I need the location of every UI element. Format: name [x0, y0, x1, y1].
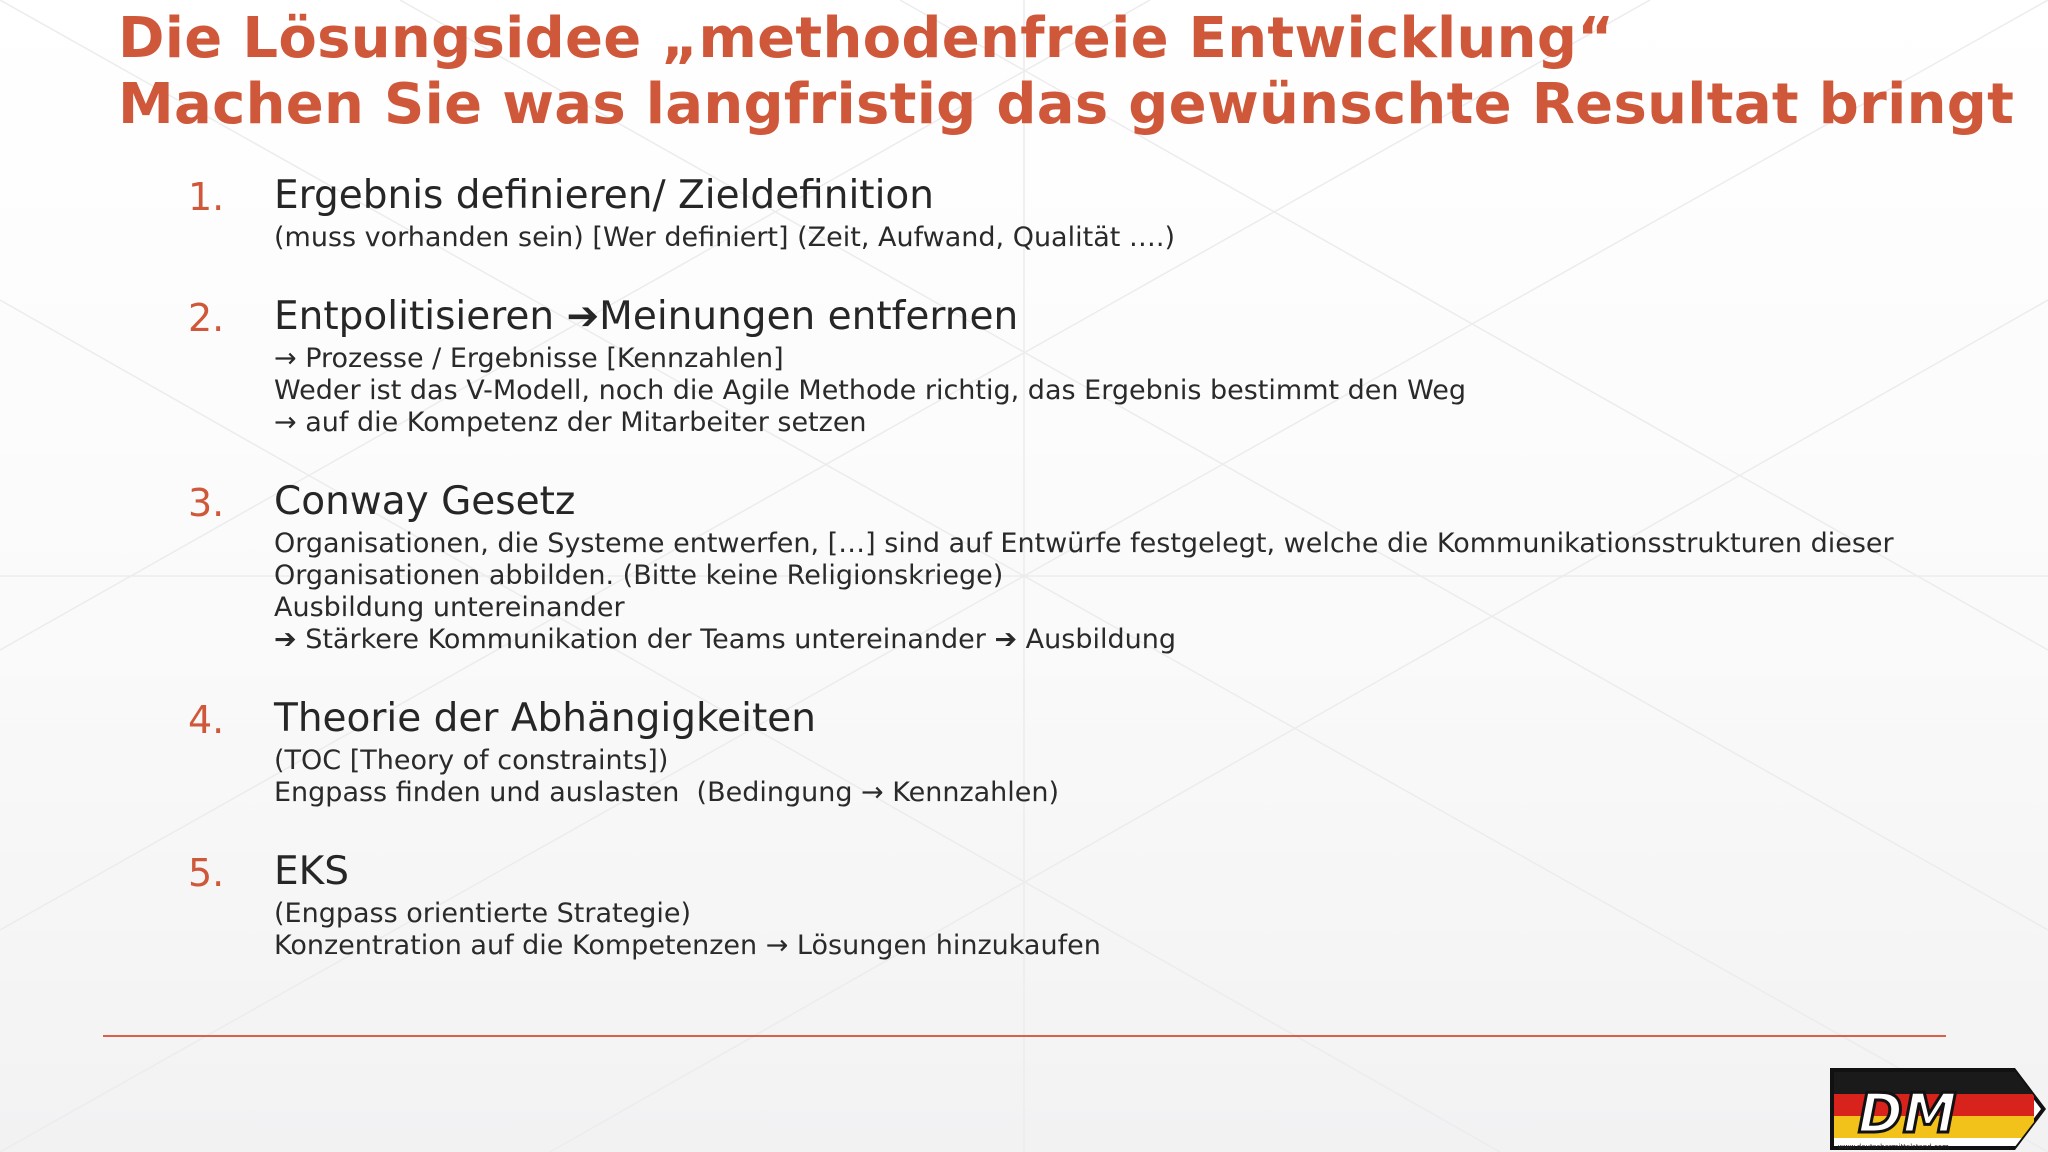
solution-list	[188, 170, 1988, 999]
dm-logo	[1828, 1066, 2048, 1152]
item-number: 2.	[188, 296, 225, 340]
list-item-1	[188, 170, 1988, 254]
item-title: EKS	[274, 849, 349, 894]
item-detail-line: Engpass finden und auslasten (Bedingung → Kennzahlen)	[274, 777, 1060, 808]
item-detail-line: Weder ist das V-Modell, noch die Agile Methode richtig, das Ergebnis bestimmt den Weg	[274, 375, 1466, 406]
slide-title	[118, 6, 2014, 138]
item-detail-line: ➔ Stärkere Kommunikation der Teams untereinander ➔ Ausbildung	[274, 624, 1176, 655]
list-item-3	[188, 476, 1988, 656]
item-detail-line: (TOC [Theory of constraints])	[274, 745, 669, 776]
item-title: Conway Gesetz	[274, 479, 576, 524]
list-item-4	[188, 693, 1988, 809]
item-detail-line: → Prozesse / Ergebnisse [Kennzahlen]	[274, 343, 784, 374]
logo-url: www.deutschermittelstand.com	[1838, 1143, 1949, 1151]
item-detail-line: Konzentration auf die Kompetenzen → Lösungen hinzukaufen	[274, 930, 1101, 961]
item-title: Ergebnis definieren/ Zieldefinition	[274, 173, 935, 218]
item-number: 4.	[188, 698, 225, 742]
footer-divider	[103, 1035, 1946, 1037]
item-number: 3.	[188, 481, 225, 525]
list-item-2	[188, 291, 1988, 439]
list-item-5	[188, 846, 1988, 962]
item-detail-line: Ausbildung untereinander	[274, 592, 625, 623]
item-detail-line: (muss vorhanden sein) [Wer definiert] (Zeit, Aufwand, Qualität ….)	[274, 222, 1176, 253]
item-detail-line: → auf die Kompetenz der Mitarbeiter setzen	[274, 407, 867, 438]
item-detail-line: (Engpass orientierte Strategie)	[274, 898, 692, 929]
item-number: 1.	[188, 175, 225, 219]
item-number: 5.	[188, 851, 225, 895]
slide-title-line-1: Die Lösungsidee „methodenfreie Entwicklung“	[118, 6, 1615, 71]
item-title: Entpolitisieren ➔Meinungen entfernen	[274, 294, 1019, 339]
item-detail-line: Organisationen, die Systeme entwerfen, […] sind auf Entwürfe festgelegt, welche die Kommunikationsstrukturen dieser	[274, 528, 1894, 559]
slide-title-line-2: Machen Sie was langfristig das gewünschte Resultat bringt	[118, 72, 2015, 137]
logo-text: DM	[1858, 1082, 1957, 1145]
item-detail-line: Organisationen abbilden. (Bitte keine Religionskriege)	[274, 560, 1004, 591]
item-title: Theorie der Abhängigkeiten	[274, 696, 816, 741]
